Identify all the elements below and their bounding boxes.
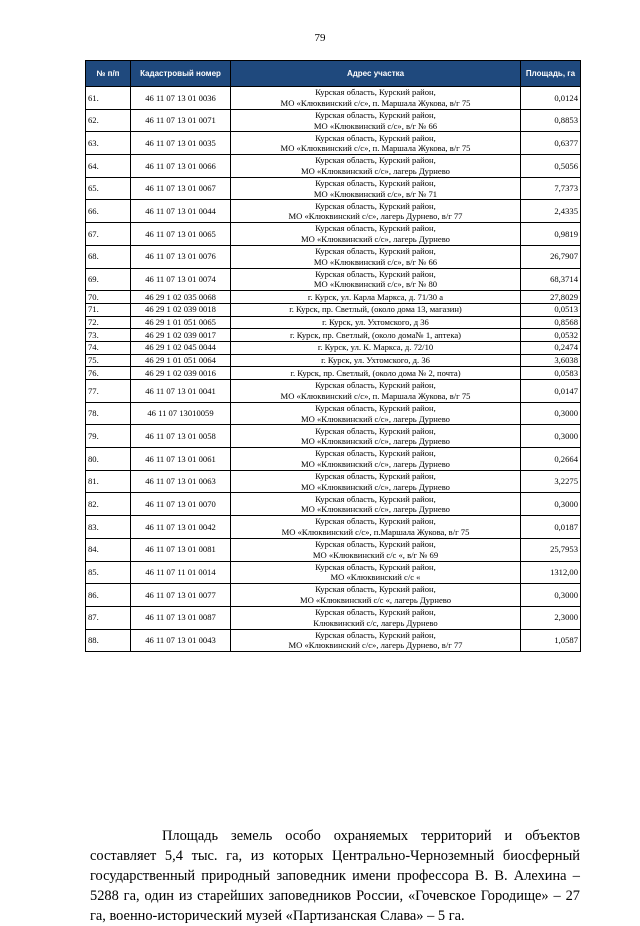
parcel-address (231, 268, 521, 291)
cadastral-number: 46 11 07 11 01 0014 (131, 561, 231, 584)
parcel-address (231, 516, 521, 539)
table-row (86, 268, 581, 291)
address-line-1: г. Курск, пр. Светлый, (около дома№ 1, аптека) (289, 329, 462, 340)
address-line-1: Курская область, Курский район, (315, 109, 436, 120)
parcel-area: 0,6377 (521, 132, 581, 155)
parcel-area: 0,3000 (521, 493, 581, 516)
parcel-address (231, 402, 521, 425)
parcel-area: 0,5056 (521, 155, 581, 178)
cadastral-number: 46 11 07 13 01 0071 (131, 109, 231, 132)
address-line-2: МО «Клюквинский с/с», в/г № 66 (313, 256, 438, 267)
table-row (86, 380, 581, 403)
row-number: 69. (86, 268, 131, 291)
row-number: 61. (86, 87, 131, 110)
address-line-1: Курская область, Курский район, (315, 155, 436, 166)
parcel-area: 1,0587 (521, 629, 581, 652)
cadastral-number: 46 11 07 13 01 0065 (131, 223, 231, 246)
address-line-1: г. Курск, ул. Ухтомского, д. 36 (321, 355, 430, 366)
table-row (86, 493, 581, 516)
cadastral-number: 46 11 07 13 01 0044 (131, 200, 231, 223)
address-line-1: Курская область, Курский район, (315, 425, 436, 436)
cadastral-number: 46 11 07 13 01 0063 (131, 470, 231, 493)
address-line-1: Курская область, Курский район, (315, 200, 436, 211)
parcel-area: 0,0513 (521, 303, 581, 316)
row-number: 72. (86, 316, 131, 329)
address-line-2: МО «Клюквинский с/с «, в/г № 69 (312, 549, 439, 560)
address-line-2: МО «Клюквинский с/с», лагерь Дурнево, в/г 77 (288, 640, 463, 651)
row-number: 83. (86, 516, 131, 539)
cadastral-number: 46 11 07 13 01 0036 (131, 87, 231, 110)
cadastral-number: 46 29 1 02 045 0044 (131, 341, 231, 354)
parcel-area: 0,9819 (521, 223, 581, 246)
row-number: 67. (86, 223, 131, 246)
parcel-area: 3,2275 (521, 470, 581, 493)
table-row (86, 425, 581, 448)
address-line-1: Курская область, Курский район, (315, 629, 436, 640)
table-row (86, 132, 581, 155)
parcel-address (231, 177, 521, 200)
row-number: 85. (86, 561, 131, 584)
cadastral-number: 46 11 07 13 01 0070 (131, 493, 231, 516)
address-line-1: Курская область, Курский район, (315, 246, 436, 257)
address-line-1: Курская область, Курский район, (315, 607, 436, 618)
address-line-1: Курская область, Курский район, (315, 516, 436, 527)
table-row (86, 354, 581, 367)
address-line-2: МО «Клюквинский с/с «, лагерь Дурнево (299, 595, 452, 606)
header-cadastral: Кадастровый номер (131, 61, 231, 87)
parcel-address (231, 132, 521, 155)
table-row (86, 516, 581, 539)
table-body (86, 87, 581, 652)
table-row (86, 629, 581, 652)
table-row (86, 155, 581, 178)
table-row (86, 291, 581, 304)
table-row (86, 87, 581, 110)
cadastral-number: 46 11 07 13 01 0067 (131, 177, 231, 200)
parcel-address (231, 329, 521, 342)
cadastral-number: 46 29 1 01 051 0065 (131, 316, 231, 329)
parcel-area: 0,8568 (521, 316, 581, 329)
table-row (86, 402, 581, 425)
address-line-1: г. Курск, ул. К. Маркса, д. 72/10 (317, 342, 434, 353)
parcel-area: 0,8853 (521, 109, 581, 132)
parcel-area: 0,0532 (521, 329, 581, 342)
cadastral-number: 46 11 07 13 01 0066 (131, 155, 231, 178)
cadastral-number: 46 11 07 13 01 0081 (131, 538, 231, 561)
table-row (86, 341, 581, 354)
cadastral-number: 46 29 1 02 035 0068 (131, 291, 231, 304)
address-line-1: Курская область, Курский район, (315, 448, 436, 459)
address-line-1: г. Курск, пр. Светлый, (около дома 13, магазин) (289, 304, 462, 315)
address-line-1: Курская область, Курский район, (315, 223, 436, 234)
parcel-area: 0,3000 (521, 402, 581, 425)
row-number: 73. (86, 329, 131, 342)
address-line-2: МО «Клюквинский с/с», лагерь Дурнево (301, 233, 450, 244)
table-row (86, 329, 581, 342)
parcel-area: 0,0583 (521, 367, 581, 380)
parcel-area: 68,3714 (521, 268, 581, 291)
parcel-address (231, 380, 521, 403)
address-line-1: Курская область, Курский район, (315, 402, 436, 413)
row-number: 84. (86, 538, 131, 561)
parcel-address (231, 493, 521, 516)
parcel-address (231, 448, 521, 471)
parcel-area: 2,3000 (521, 606, 581, 629)
address-line-1: Курская область, Курский район, (315, 268, 436, 279)
parcel-address (231, 341, 521, 354)
row-number: 65. (86, 177, 131, 200)
table-row (86, 448, 581, 471)
row-number: 70. (86, 291, 131, 304)
cadastral-number: 46 29 1 01 051 0064 (131, 354, 231, 367)
address-line-2: МО «Клюквинский с/с», в/г № 71 (313, 188, 438, 199)
parcel-address (231, 470, 521, 493)
cadastral-number: 46 11 07 13 01 0043 (131, 629, 231, 652)
cadastral-number: 46 11 07 13 01 0076 (131, 245, 231, 268)
address-line-2: МО «Клюквинский с/с», лагерь Дурнево (301, 458, 450, 469)
parcel-address (231, 354, 521, 367)
table-row (86, 606, 581, 629)
parcel-address (231, 245, 521, 268)
row-number: 66. (86, 200, 131, 223)
cadastral-number: 46 11 07 13 01 0058 (131, 425, 231, 448)
parcel-area: 7,7373 (521, 177, 581, 200)
row-number: 86. (86, 584, 131, 607)
address-line-1: Курская область, Курский район, (315, 471, 436, 481)
parcel-address (231, 87, 521, 110)
address-line-2: МО «Клюквинский с/с», п. Маршала Жукова, в/г 75 (280, 143, 471, 154)
header-num: № п/п (86, 61, 131, 87)
header-area: Площадь, га (521, 61, 581, 87)
parcel-area: 25,7953 (521, 538, 581, 561)
parcel-address (231, 200, 521, 223)
parcel-address (231, 223, 521, 246)
cadastral-number: 46 29 1 02 039 0018 (131, 303, 231, 316)
parcel-address (231, 367, 521, 380)
address-line-2: МО «Клюквинский с/с», лагерь Дурнево (301, 481, 450, 492)
page-number: 79 (314, 32, 326, 44)
parcel-area: 26,7907 (521, 245, 581, 268)
parcel-area: 0,2664 (521, 448, 581, 471)
address-line-1: г. Курск, ул. Карла Маркса, д. 71/30 а (307, 291, 444, 302)
row-number: 82. (86, 493, 131, 516)
cadastral-number: 46 11 07 13 01 0041 (131, 380, 231, 403)
address-line-2: МО «Клюквинский с/с», п. Маршала Жукова, в/г 75 (280, 390, 471, 401)
parcel-address (231, 316, 521, 329)
parcel-address (231, 425, 521, 448)
row-number: 71. (86, 303, 131, 316)
address-line-1: Курская область, Курский район, (315, 380, 436, 391)
row-number: 76. (86, 367, 131, 380)
row-number: 77. (86, 380, 131, 403)
table-row (86, 584, 581, 607)
parcel-address (231, 561, 521, 584)
body-paragraph (90, 826, 580, 926)
address-line-1: Курская область, Курский район, (315, 539, 436, 550)
address-line-1: Курская область, Курский район, (315, 178, 436, 188)
parcel-area: 0,0187 (521, 516, 581, 539)
table-row (86, 177, 581, 200)
parcel-address (231, 606, 521, 629)
address-line-2: Клюквинский с/с, лагерь Дурнево (313, 617, 438, 628)
table-header-row (86, 61, 581, 87)
row-number: 80. (86, 448, 131, 471)
table-row (86, 561, 581, 584)
row-number: 63. (86, 132, 131, 155)
cadastral-number: 46 11 07 13 01 0042 (131, 516, 231, 539)
address-line-2: МО «Клюквинский с/с», п.Маршала Жукова, в/г 75 (281, 526, 470, 537)
parcel-area: 1312,00 (521, 561, 581, 584)
parcel-area: 0,0124 (521, 87, 581, 110)
address-line-2: МО «Клюквинский с/с», лагерь Дурнево (301, 504, 450, 515)
table-row (86, 303, 581, 316)
cadastral-number: 46 11 07 13 01 0087 (131, 606, 231, 629)
table-row (86, 109, 581, 132)
table-row (86, 200, 581, 223)
cadastral-number: 46 11 07 13 01 0061 (131, 448, 231, 471)
parcel-address (231, 538, 521, 561)
parcel-area: 27,8029 (521, 291, 581, 304)
row-number: 81. (86, 470, 131, 493)
table-row (86, 367, 581, 380)
parcel-area: 2,4335 (521, 200, 581, 223)
parcel-area: 0,0147 (521, 380, 581, 403)
cadastral-number: 46 11 07 13 01 0035 (131, 132, 231, 155)
row-number: 64. (86, 155, 131, 178)
address-line-1: Курская область, Курский район, (315, 584, 436, 595)
cadastral-number: 46 11 07 13 01 0077 (131, 584, 231, 607)
row-number: 68. (86, 245, 131, 268)
cadastral-number: 46 29 1 02 039 0017 (131, 329, 231, 342)
address-line-2: МО «Клюквинский с/с», лагерь Дурнево (301, 165, 450, 176)
table-row (86, 245, 581, 268)
address-line-2: МО «Клюквинский с/с « (330, 572, 421, 583)
cadastral-number: 46 29 1 02 039 0016 (131, 367, 231, 380)
row-number: 75. (86, 354, 131, 367)
parcel-address (231, 291, 521, 304)
parcel-address (231, 109, 521, 132)
row-number: 79. (86, 425, 131, 448)
row-number: 88. (86, 629, 131, 652)
row-number: 87. (86, 606, 131, 629)
parcel-area: 0,3000 (521, 584, 581, 607)
address-line-1: Курская область, Курский район, (315, 561, 436, 572)
address-line-1: г. Курск, ул. Ухтомского, д 36 (322, 317, 429, 328)
header-address: Адрес участка (231, 61, 521, 87)
address-line-2: МО «Клюквинский с/с», п. Маршала Жукова, в/г 75 (280, 97, 471, 108)
parcel-address (231, 629, 521, 652)
cadastral-number: 46 11 07 13 01 0074 (131, 268, 231, 291)
address-line-1: г. Курск, пр. Светлый, (около дома № 2, почта) (290, 367, 461, 378)
table-row (86, 538, 581, 561)
table-row (86, 316, 581, 329)
cadastral-number: 46 11 07 13010059 (131, 402, 231, 425)
address-line-2: МО «Клюквинский с/с», в/г № 66 (313, 120, 438, 131)
parcel-area: 3,6038 (521, 354, 581, 367)
address-line-2: МО «Клюквинский с/с», в/г № 80 (313, 279, 438, 290)
address-line-1: Курская область, Курский район, (315, 493, 436, 504)
table-row (86, 470, 581, 493)
address-line-1: Курская область, Курский район, (315, 87, 436, 98)
row-number: 62. (86, 109, 131, 132)
address-line-1: Курская область, Курский район, (315, 132, 436, 143)
address-line-2: МО «Клюквинский с/с», лагерь Дурнево (301, 436, 450, 447)
row-number: 78. (86, 402, 131, 425)
row-number: 74. (86, 341, 131, 354)
parcel-address (231, 584, 521, 607)
paragraph-text: Площадь земель особо охраняемых территорий и объектов составляет 5,4 тыс. га, из которых Центрально-Черноземный биосферный государственный природный заповедник имени профессора В. В. Алехина – 5288 га, один из старейших заповедников России, «Гочевское Городище» – 27 га, военно-исторический музей «Партизанская Слава» – 5 га. (90, 828, 580, 924)
parcel-address (231, 303, 521, 316)
table-row (86, 223, 581, 246)
land-parcels-table (85, 60, 581, 652)
parcel-address (231, 155, 521, 178)
parcel-area: 0,3000 (521, 425, 581, 448)
address-line-2: МО «Клюквинский с/с», лагерь Дурнево (301, 413, 450, 424)
address-line-2: МО «Клюквинский с/с», лагерь Дурнево, в/г 77 (288, 211, 463, 222)
parcel-area: 0,2474 (521, 341, 581, 354)
